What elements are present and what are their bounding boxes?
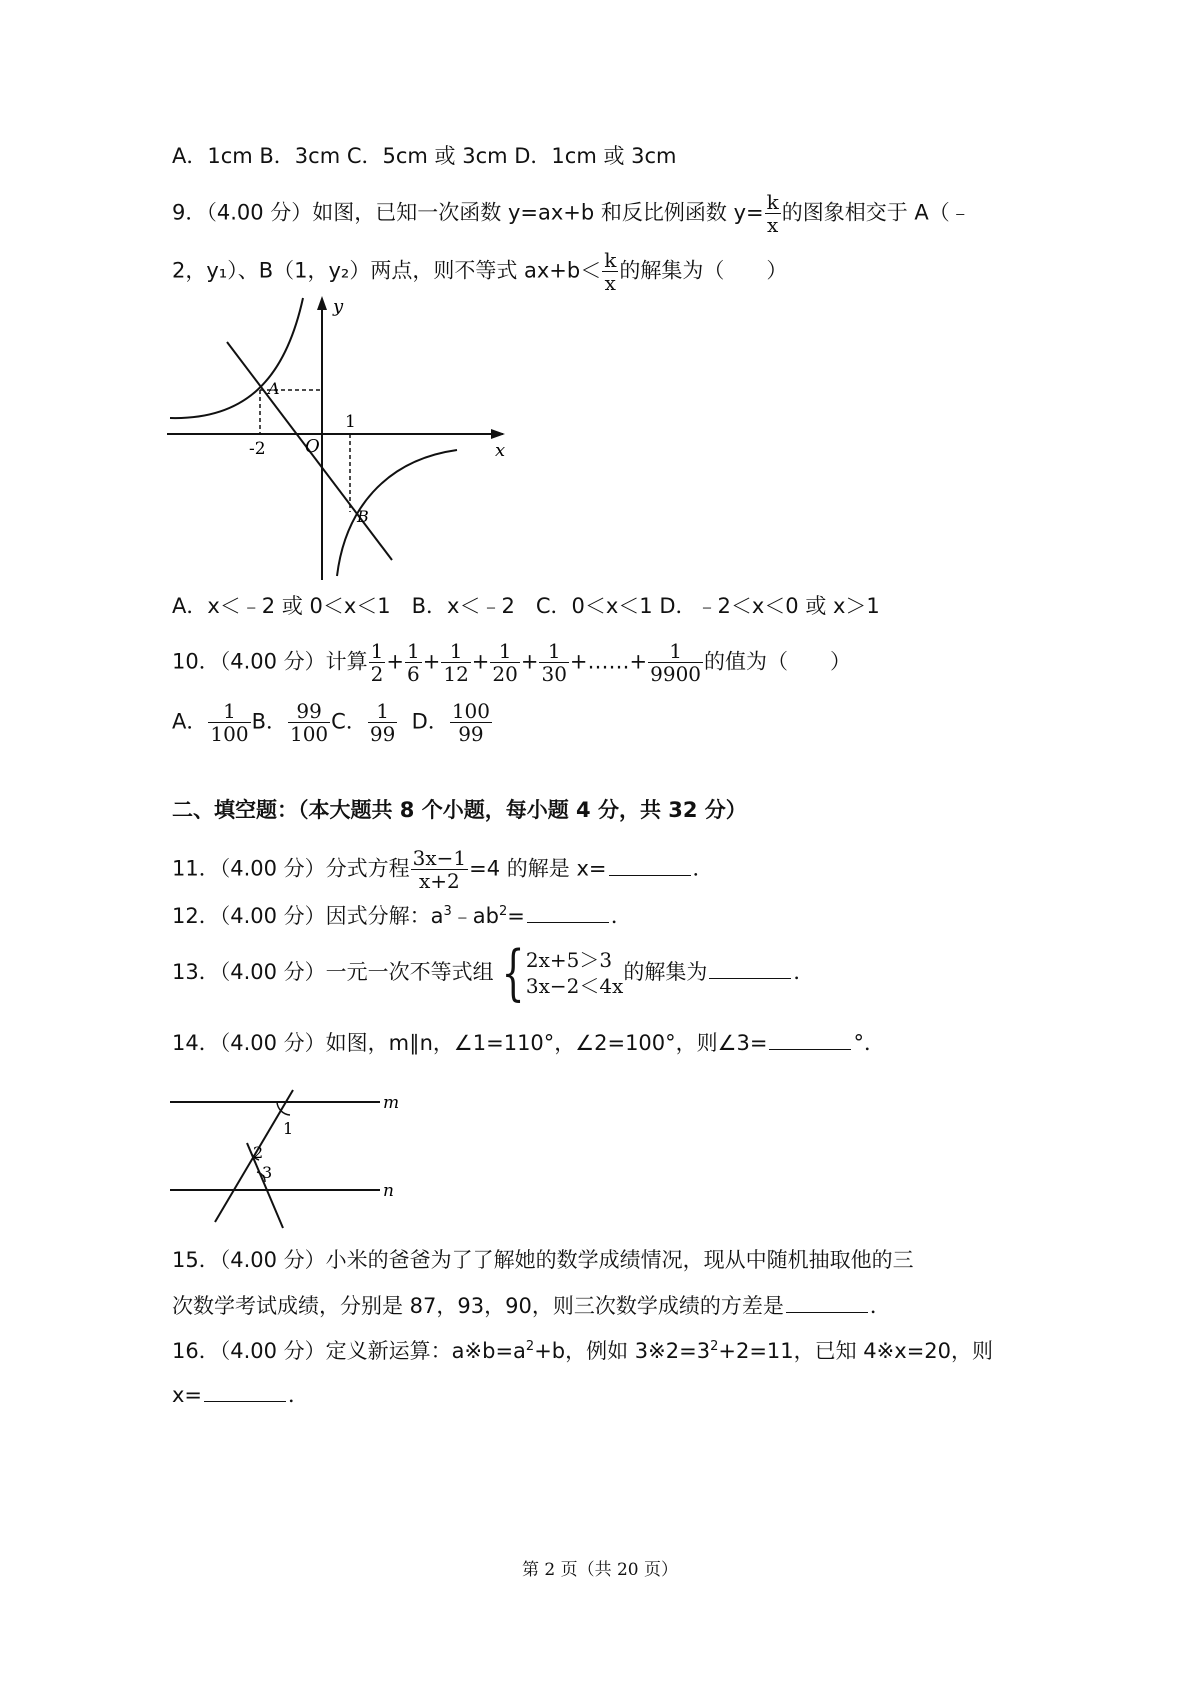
q16-end: ． xyxy=(288,1383,310,1407)
q9-line1 xyxy=(172,191,971,236)
q9-options: A．x＜﹣2 或 0＜x＜1 B．x＜﹣2 C．0＜x＜1 D．﹣2＜x＜0 或 x＞1 xyxy=(172,594,880,618)
label-x: x xyxy=(495,440,506,461)
q16-line2 xyxy=(172,1381,309,1409)
label-origin: O xyxy=(305,436,320,457)
label-point-a: A xyxy=(268,379,280,398)
q9-line2 xyxy=(172,249,787,294)
q10-suffix: 的值为（ ） xyxy=(704,649,852,674)
label-n: n xyxy=(383,1181,394,1201)
hyperbola-left-branch xyxy=(170,298,303,418)
q9-fraction-k-over-x-2: $\frac{k}{x}$ xyxy=(604,248,617,295)
q11-suffix: =4 的解是 x= xyxy=(469,856,607,881)
q16-sup-2: 2 xyxy=(710,1339,719,1354)
q13-end: ． xyxy=(793,960,815,984)
q12-sup-2: 2 xyxy=(499,904,508,919)
q9-function-graph xyxy=(165,290,525,585)
q10-options xyxy=(172,700,493,745)
label-angle-3: 3 xyxy=(262,1163,273,1182)
q10-prefix: 10．（4.00 分）计算 xyxy=(172,649,368,674)
q12-answer-blank xyxy=(527,902,609,923)
q10-option-c: $\frac{1}{99}$ xyxy=(369,699,396,746)
x-axis-arrow xyxy=(491,429,505,439)
label-y: y xyxy=(333,296,344,317)
q12-sup-1: 3 xyxy=(443,904,452,919)
q16-prefix: 16．（4.00 分）定义新运算：a※b=a xyxy=(172,1339,526,1363)
q10-ellipsis: +……+ xyxy=(569,649,648,674)
q14-text: 14．（4.00 分）如图，m∥n，∠1=110°，∠2=100°，则∠3= xyxy=(172,1031,768,1055)
q14-end: °． xyxy=(853,1031,885,1055)
q13-line xyxy=(172,938,815,1008)
q14-answer-blank xyxy=(769,1029,851,1050)
label-angle-2: 2 xyxy=(253,1143,264,1162)
q16-sup-1: 2 xyxy=(525,1339,535,1354)
q13-prefix: 13．（4.00 分）一元一次不等式组 xyxy=(172,960,494,984)
q16-answer-blank xyxy=(204,1381,286,1402)
q10-option-d-label: D． xyxy=(411,709,449,734)
hyperbola-right-branch xyxy=(337,450,457,576)
q14-line xyxy=(172,1029,885,1057)
q9-prefix: 9．（4.00 分）如图，已知一次函数 y=ax+b 和反比例函数 y= xyxy=(172,200,764,225)
page-footer: 第 2 页（共 20 页） xyxy=(521,1560,679,1580)
q10-term-2: $\frac{1}{6}$ xyxy=(407,639,420,686)
q11-fraction: $\frac{3x-1}{x+2}$ xyxy=(412,846,467,893)
q16-line2-text: x= xyxy=(172,1383,203,1407)
q13-suffix: 的解集为 xyxy=(623,960,708,984)
q10-term-last: $\frac{1}{9900}$ xyxy=(650,639,702,686)
q10-term-1: $\frac{1}{2}$ xyxy=(370,639,384,686)
q10-option-a: $\frac{1}{100}$ xyxy=(210,699,249,746)
q11-line xyxy=(172,847,714,892)
q9-line2-suffix: 的解集为（ ） xyxy=(619,258,788,283)
label-angle-1: 1 xyxy=(283,1119,294,1138)
q10-line: 10．（4.00 分）计算 $\frac{1}{2}$ + $\frac{1}{6}$ + $\frac{1}{12}$ + $\frac{1}{20}$ + $\frac{1}{30}$ +……+ $\frac{1}{9900}$ 的值为（ ） xyxy=(172,639,852,686)
q10-term-3: $\frac{1}{12}$ xyxy=(443,639,469,686)
q10-option-b-label: B． xyxy=(251,709,287,734)
q12-prefix: 12．（4.00 分）因式分解：a xyxy=(172,904,444,928)
q12-suffix: = xyxy=(507,904,525,928)
section-2-title: 二、填空题：（本大题共 8 个小题，每小题 4 分，共 32 分） xyxy=(172,798,747,822)
tick-1: 1 xyxy=(345,412,356,432)
label-m: m xyxy=(383,1093,400,1113)
q15-line2-text: 次数学考试成绩，分别是 87，93，90，则三次数学成绩的方差是 xyxy=(172,1294,784,1318)
q13-answer-blank xyxy=(709,958,791,979)
q13-brace: { xyxy=(501,938,525,1008)
q10-term-4: $\frac{1}{20}$ xyxy=(492,639,518,686)
q10-option-d: $\frac{100}{99}$ xyxy=(451,699,491,746)
q16-mid-1: +b，例如 3※2=3 xyxy=(534,1339,711,1363)
q15-end: ． xyxy=(869,1294,891,1318)
tick-minus-2: -2 xyxy=(249,439,266,459)
q14-parallel-lines-figure xyxy=(165,1088,415,1233)
q11-end: ． xyxy=(692,856,714,881)
q11-prefix: 11．（4.00 分）分式方程 xyxy=(172,856,410,881)
q10-term-5: $\frac{1}{30}$ xyxy=(541,639,567,686)
q12-line xyxy=(172,898,632,930)
q12-mid: ﹣ab xyxy=(451,904,500,928)
q16-line1 xyxy=(172,1333,993,1365)
q13-inequality-system: 2x+5＞3 3x−2＜4x xyxy=(525,948,624,998)
q15-answer-blank xyxy=(786,1292,868,1313)
q10-option-a-label: A． xyxy=(172,709,208,734)
label-point-b: B xyxy=(357,507,369,526)
q11-answer-blank xyxy=(609,855,691,876)
q16-mid-2: +2=11，已知 4※x=20，则 xyxy=(718,1339,994,1363)
q12-end: ． xyxy=(610,904,632,928)
q8-options: A．1cm B．3cm C．5cm 或 3cm D．1cm 或 3cm xyxy=(172,144,677,168)
q10-option-b: $\frac{99}{100}$ xyxy=(289,699,329,746)
q9-line2-prefix: 2，y₁）、B（1，y₂）两点，则不等式 ax+b＜ xyxy=(172,258,602,283)
q15-line1: 15．（4.00 分）小米的爸爸为了了解她的数学成绩情况，现从中随机抽取他的三 xyxy=(172,1248,914,1272)
q10-option-c-label: C． xyxy=(331,709,367,734)
q9-fraction-k-over-x: $\frac{k}{x}$ xyxy=(766,190,779,237)
y-axis-arrow xyxy=(317,296,327,310)
q9-suffix: 的图象相交于 A（﹣ xyxy=(781,200,971,225)
q15-line2 xyxy=(172,1292,891,1320)
